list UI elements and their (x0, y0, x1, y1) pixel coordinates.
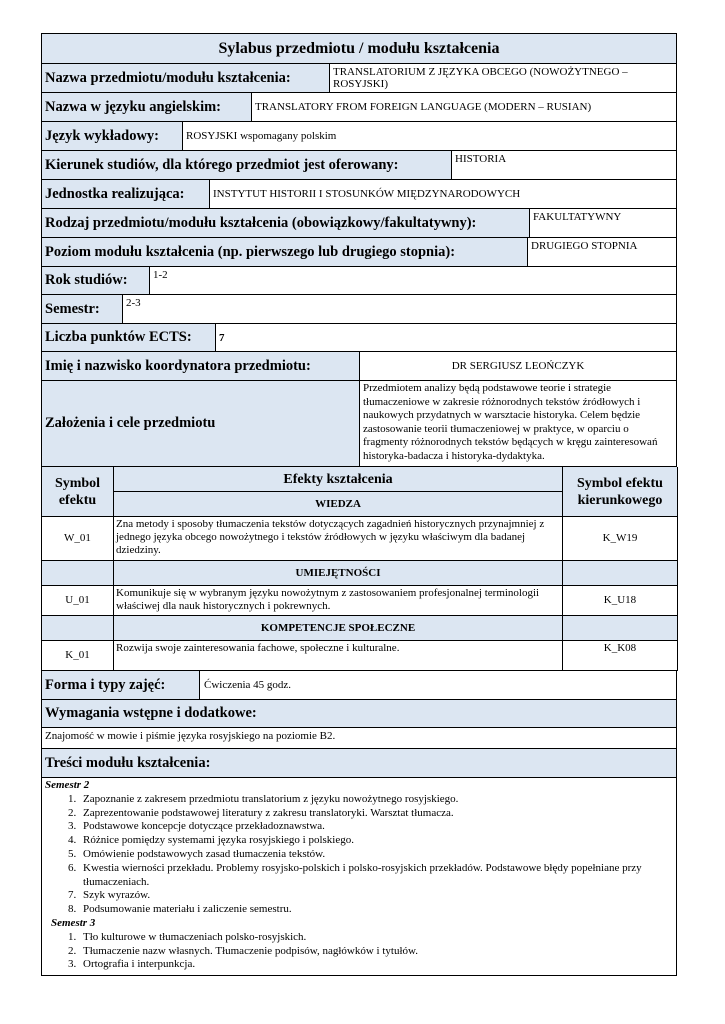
col-symbol-header: Symbol efektu (42, 467, 114, 517)
content-list (41, 778, 677, 976)
table-row (42, 517, 678, 561)
list-item: 8. Podsumowanie materiału i zaliczenie semestru. (79, 903, 673, 917)
row-coordinator (41, 352, 677, 381)
requirements-label: Wymagania wstępne i dodatkowe: (45, 705, 257, 721)
semester-value: 2-3 (122, 295, 676, 323)
course-type-label: Rodzaj przedmiotu/modułu kształcenia (obowiązkowy/fakultatywny): (42, 209, 529, 237)
field-of-study-value: HISTORIA (451, 151, 676, 179)
semester-3-title: Semestr 3 (51, 916, 96, 929)
list-item: 5. Omówienie podstawowych zasad tłumaczenia tekstów. (79, 848, 673, 862)
level-value: DRUGIEGO STOPNIA (527, 238, 676, 266)
page-title: Sylabus przedmiotu / modułu kształcenia (41, 33, 677, 64)
row-language (41, 122, 677, 151)
class-form-label: Forma i typy zajęć: (42, 671, 199, 699)
list-item: 7. Szyk wyrazów. (79, 889, 673, 903)
section-heading-skills: UMIEJĘTNOŚCI (114, 561, 563, 586)
goals-label: Założenia i cele przedmiotu (42, 381, 359, 466)
row-field-of-study (41, 151, 677, 180)
field-of-study-label: Kierunek studiów, dla którego przedmiot jest oferowany: (42, 151, 451, 179)
outcome-kier: K_K08 (563, 641, 678, 671)
semester-2-list (45, 793, 673, 917)
col-kier-header: Symbol efektu kierunkowego (563, 467, 678, 517)
outcome-kier: K_U18 (563, 586, 678, 616)
english-name-label: Nazwa w języku angielskim: (42, 93, 251, 121)
semester-3-list (45, 931, 673, 972)
outcome-symbol: K_01 (42, 641, 114, 671)
goals-value: Przedmiotem analizy będą podstawowe teorie i strategie tłumaczeniowe w zakresie różnorodnych tekstów źródłowych i naukowych przydatnych w warsztacie historyka. Celem będzie zastosowanie teorii tłumaczeniowej w praktyce, w oparciu o fragmenty różnorodnych tekstów będących w kręgu zainteresowań historyka-badacza i historyka-dydaktyka. (359, 381, 676, 466)
semester-label: Semestr: (42, 295, 122, 323)
row-course-name (41, 64, 677, 93)
language-label: Język wykładowy: (42, 122, 182, 150)
row-class-form (41, 671, 677, 700)
outcome-symbol: U_01 (42, 586, 114, 616)
semester-2-title: Semestr 2 (45, 779, 90, 791)
year-label: Rok studiów: (42, 267, 149, 294)
ects-value: 7 (215, 324, 676, 351)
row-course-type (41, 209, 677, 238)
list-item: 6. Kwestia wierności przekładu. Problemy rosyjsko-polskich i polsko-rosyjskich przekładów. Podstawowe błędy popełniane przy tłumaczeniach. (79, 862, 673, 890)
list-item: 1. Zapoznanie z zakresem przedmiotu translatorium z języku nowożytnego rosyjskiego. (79, 793, 673, 807)
syllabus-page (41, 33, 677, 976)
row-year (41, 267, 677, 295)
row-semester (41, 295, 677, 324)
course-name-value: TRANSLATORIUM Z JĘZYKA OBCEGO (NOWOŻYTNEGO – ROSYJSKI) (329, 64, 676, 92)
outcome-kier: K_W19 (563, 517, 678, 561)
row-ects (41, 324, 677, 352)
list-item: 2. Zaprezentowanie podstawowej literatury z zakresu translatoryki. Warsztat tłumacza. (79, 807, 673, 821)
col-effects-header: Efekty kształcenia (114, 467, 563, 492)
row-goals (41, 381, 677, 467)
list-item: 2. Tłumaczenie nazw własnych. Tłumaczenie podpisów, nagłówków i tytułów. (79, 945, 673, 959)
table-row (42, 586, 678, 616)
requirements-value: Znajomość w mowie i piśmie języka rosyjskiego na poziomie B2. (45, 730, 336, 742)
ects-label: Liczba punktów ECTS: (42, 324, 215, 351)
level-label: Poziom modułu kształcenia (np. pierwszego lub drugiego stopnia): (42, 238, 527, 266)
list-item: 4. Różnice pomiędzy systemami języka rosyjskiego i polskiego. (79, 834, 673, 848)
row-requirements-value (41, 728, 677, 749)
row-level (41, 238, 677, 267)
coordinator-value: DR SERGIUSZ LEOŃCZYK (359, 352, 676, 380)
learning-outcomes-table (41, 467, 678, 671)
unit-value: INSTYTUT HISTORII I STOSUNKÓW MIĘDZYNARODOWYCH (209, 180, 676, 208)
row-english-name (41, 93, 677, 122)
list-item: 3. Ortografia i interpunkcja. (79, 958, 673, 972)
row-content-header (41, 749, 677, 778)
section-heading-social: KOMPETENCJE SPOŁECZNE (114, 616, 563, 641)
course-type-value: FAKULTATYWNY (529, 209, 676, 237)
year-value: 1-2 (149, 267, 676, 294)
class-form-value: Ćwiczenia 45 godz. (199, 671, 676, 699)
table-row (42, 641, 678, 671)
content-label: Treści modułu kształcenia: (45, 754, 211, 771)
course-name-label: Nazwa przedmiotu/modułu kształcenia: (42, 64, 329, 92)
list-item: 3. Podstawowe koncepcje dotyczące przekładoznawstwa. (79, 820, 673, 834)
row-requirements-header (41, 700, 677, 728)
english-name-value: TRANSLATORY FROM FOREIGN LANGUAGE (MODERN – RUSIAN) (251, 93, 676, 121)
list-item: 1. Tło kulturowe w tłumaczeniach polsko-rosyjskich. (79, 931, 673, 945)
outcome-text: Rozwija swoje zainteresowania fachowe, społeczne i kulturalne. (114, 641, 563, 671)
outcome-text: Komunikuje się w wybranym języku nowożytnym z zastosowaniem profesjonalnej terminologii właściwej dla nauk historycznych i pokrewnych. (114, 586, 563, 616)
outcome-symbol: W_01 (42, 517, 114, 561)
row-unit (41, 180, 677, 209)
coordinator-label: Imię i nazwisko koordynatora przedmiotu: (42, 352, 359, 380)
section-heading-knowledge: WIEDZA (114, 492, 563, 517)
language-value: ROSYJSKI wspomagany polskim (182, 122, 676, 150)
outcome-text: Zna metody i sposoby tłumaczenia tekstów dotyczących zagadnień historycznych przynajmniej z jednego języka obcego nowożytnego i tekstów źródłowych w języku właściwym dla badanej dziedziny. (114, 517, 563, 561)
unit-label: Jednostka realizująca: (42, 180, 209, 208)
